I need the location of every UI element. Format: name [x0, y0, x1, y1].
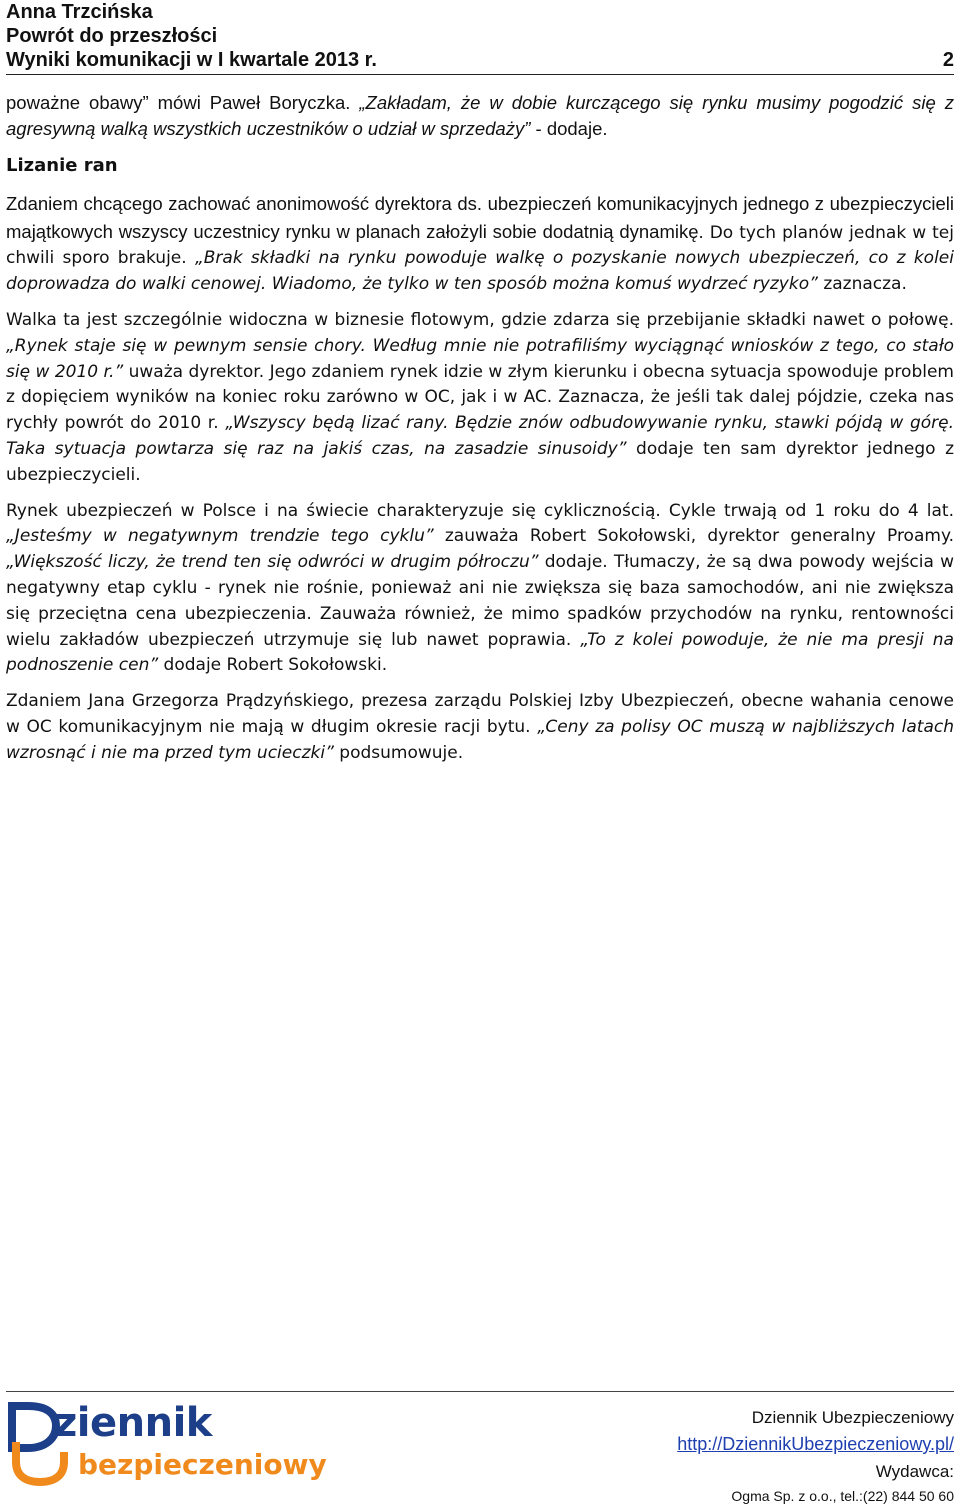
- article-body: [6, 90, 954, 777]
- text-run: dodaje. Tłumaczy, że są dwa powody wejścia w negatywny etap cyklu - rynek nie rośnie, ponieważ ani nie zwiększa się baza samochodów, ani nie zwiększa się przeciętna cena ubezpieczenia. Zauważa również, że mimo spadków przychodów na rynku, rentowności wielu zakładów ubezpieczeń utrzymuje się lub nawet poprawia.: [6, 552, 954, 650]
- text-run: Rynek ubezpieczeń w Polsce i na świecie charakteryzuje się cyklicznością. Cykle trwają od 1 roku do 4 lat.: [6, 500, 954, 521]
- text-run: dodaje ten sam dyrektor jednego z ubezpieczycieli.: [6, 438, 955, 485]
- publisher-contact: Ogma Sp. z o.o., tel.:(22) 844 50 60: [731, 1488, 954, 1504]
- quote: „Rynek staje się w pewnym sensie chory. Według mnie nie potrafiliśmy wyciągnąć wniosków z tego, co stało się w 2010 r.”: [6, 335, 954, 382]
- header-divider: [6, 74, 954, 75]
- paragraph-3: [6, 308, 954, 489]
- text-run: - dodaje.: [530, 118, 608, 140]
- text-run: Zdaniem Jana Grzegorza Prądzyńskiego, prezesa zarządu Polskiej Izby Ubezpieczeń, obecne wahania cenowe w OC komunikacyjnym nie mają w długim okresie racji bytu.: [6, 691, 954, 737]
- section-heading: Lizanie ran: [6, 154, 118, 176]
- paragraph-1: [6, 90, 954, 143]
- quote: „Wszyscy będą lizać rany. Będzie znów odbudowywanie rynku, stawki pójdą w górę. Taka sytuacja powtarza się raz na jakiś czas, na zasadzie sinusoidy”: [6, 413, 954, 459]
- publisher-label: Wydawca:: [875, 1462, 954, 1481]
- quote: „Zakładam, że w dobie kurczącego się rynku musimy pogodzić się z agresywną walką wszystkich uczestników o udział w sprzedaży”: [6, 92, 954, 140]
- page-header: [6, 0, 954, 72]
- article-title: Powrót do przeszłości: [6, 25, 218, 47]
- paragraph-2: [6, 191, 954, 298]
- text-run: Zdaniem chcącego zachować anonimowość dyrektora ds. ubezpieczeń komunikacyjnych jednego z ubezpieczycieli majątkowych wszyscy uczestnicy rynku w planach założyli sobie dodatnią dynamikę.: [6, 192, 954, 242]
- quote: „Jesteśmy w negatywnym trendzie tego cyklu”: [6, 526, 434, 547]
- text-run: poważne obawy” mówi Paweł Boryczka.: [6, 92, 360, 113]
- text-run: dodaje Robert Sokołowski.: [158, 655, 388, 676]
- quote: „Brak składki na rynku powoduje walkę o pozyskanie nowych ubezpieczeń, co z kolei doprowadza do walki cenowej. Wiadomo, że tylko w ten sposób można komuś wydrzeć ryzyko”: [6, 248, 954, 295]
- text-run: zauważa Robert Sokołowski, dyrektor generalny Proamy.: [433, 526, 954, 547]
- logo-word-dziennik: ziennik: [54, 1400, 212, 1446]
- quote: „To z kolei powoduje, że nie ma presji na podnoszenie cen”: [6, 629, 954, 676]
- dziennik-logo: [6, 1398, 346, 1486]
- header-row: [6, 48, 954, 72]
- quote: „Ceny za polisy OC muszą w najbliższych latach wzrosnąć i nie ma przed tym ucieczki”: [6, 716, 954, 763]
- text-run: uważa dyrektor. Jego zdaniem rynek idzie w złym kierunku i obecna sytuacja spowoduje problem z dopięciem wyników na koniec roku zarówno w OC, jak i w AC. Zaznacza, że jeśli tak dalej pójdzie, czeka nas rychły powrót do 2010 r.: [6, 361, 954, 434]
- text-run: podsumowuje.: [333, 742, 464, 763]
- paragraph-5: [6, 689, 954, 766]
- article-subtitle: Wyniki komunikacji w I kwartale 2013 r.: [6, 49, 377, 71]
- text-run: Do tych planów jednak w tej chwili sporo brakuje.: [6, 222, 954, 269]
- footer-divider: [6, 1391, 954, 1392]
- text-run: zaznacza.: [817, 274, 907, 295]
- logo-word-ubezpieczeniowy: bezpieczeniowy: [78, 1448, 327, 1481]
- paragraph-4: [6, 499, 954, 680]
- website-link[interactable]: http://DziennikUbezpieczeniowy.pl/: [677, 1434, 954, 1454]
- page-number: 2: [942, 49, 954, 71]
- quote: „Większość liczy, że trend ten się odwróci w drugim półroczu”: [6, 552, 539, 573]
- author-name: Anna Trzcińska: [6, 1, 153, 23]
- text-run: Walka ta jest szczególnie widoczna w biznesie flotowym, gdzie zdarza się przebijanie składki nawet o połowę.: [6, 310, 954, 330]
- publication-name: Dziennik Ubezpieczeniowy: [751, 1408, 954, 1427]
